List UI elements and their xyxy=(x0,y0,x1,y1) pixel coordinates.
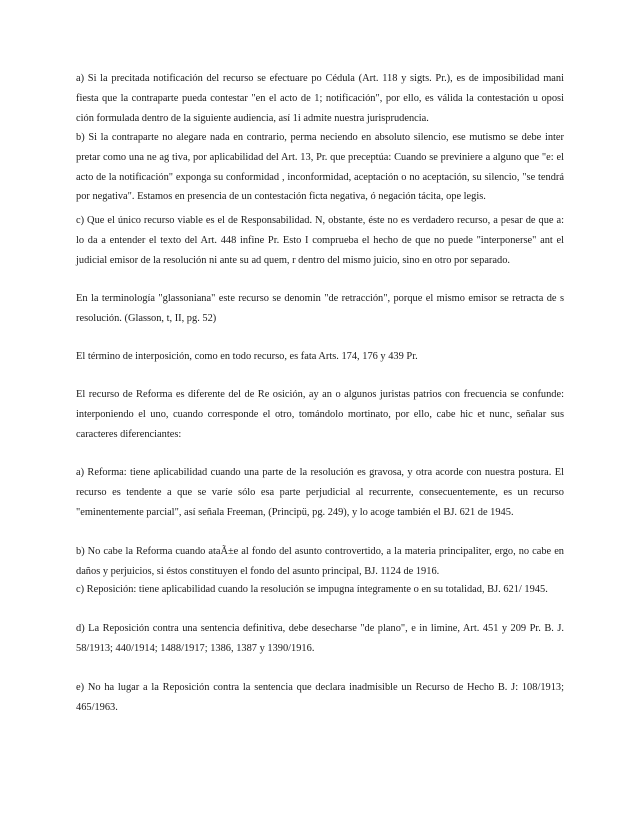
paragraph-c-responsabilidad: c) Que el único recurso viable es el de Responsabilidad. N, obstante, éste no es verdadero recurso, a pesar de que a: lo da a entender el texto del Art. 448 infine Pr. Esto I comprueba el hecho de que no puede "interponerse" ant el judicial emisor de la resolución ni ante su ad quem, r dentro del mismo juicio, sino en otro por separado. xyxy=(76,215,564,266)
paragraph-a-notificacion: a) Si la precitada notificación del recurso se efectuare po Cédula (Art. 118 y sigts. Pr.), es de imposibilidad mani fiesta que la contraparte pueda contestar "en el acto de 1; notificación", por ello, es válida la contestación u oposi ción formulada dentro de la siguiente audiencia, así 1i admite nuestra jurisprudencia. xyxy=(76,73,564,124)
paragraph-d-reposicion-definitiva: d) La Reposición contra una sentencia definitiva, debe desecharse "de plano", e in limine, Art. 451 y 209 Pr. B. J. 58/1913; 440/1914; 1488/1917; 1386, 1387 y 1390/1916. xyxy=(76,623,564,654)
paragraph-a-reforma: a) Reforma: tiene aplicabilidad cuando una parte de la resolución es gravosa, y otra acorde con nuestra postura. El recurso es tendente a que se varíe sólo esa parte perjudicial al recurrente, consecuentemente, es un recurso "eminentemente parcial", así señala Freeman, (Principü, pg. 249), y lo acoge también el BJ. 621 de 1945. xyxy=(76,467,564,518)
paragraph-c-reposicion: c) Reposición: tiene aplicabilidad cuando la resolución se impugna íntegramente o en su totalidad, BJ. 621/ 1945. xyxy=(76,584,548,595)
paragraph-termino-interposicion: El término de interposición, como en todo recurso, es fata Arts. 174, 176 y 439 Pr. xyxy=(76,351,418,362)
paragraph-e-no-ha-lugar: e) No ha lugar a la Reposición contra la sentencia que declara inadmisible un Recurso de Hecho B. J: 108/1913; 465/1963. xyxy=(76,682,564,713)
paragraph-b-no-cabe-reforma: b) No cabe la Reforma cuando ataÃ±e al fondo del asunto controvertido, a la materia principaliter, ergo, no cabe en daños y perjuicios, si éstos constituyen el fondo del asunto principal, BJ. 1124 de 1916. xyxy=(76,546,564,577)
paragraph-b-silencio: b) Si la contraparte no alegare nada en contrario, perma neciendo en absoluto silencio, ese mutismo se debe inter pretar como una ne ag tiva, por aplicabilidad del Art. 13, Pr. que preceptúa: Cuando se previniere a alguno que "e: el acto de la notificación" exponga su conformidad , inconformidad, aceptación o no aceptación, su silencio, "se tendrá por negativa". Estamos en presencia de un contestación ficta negativa, ó negación tácita, ope legis. xyxy=(76,132,564,203)
paragraph-reforma-reposicion: El recurso de Reforma es diferente del de Re osición, ay an o algunos juristas patrios con frecuencia se confunde: interponiendo el uno, cuando corresponde el otro, tomándolo mortinato, por ello, cabe hic et nunc, señalar sus caracteres diferenciantes: xyxy=(76,389,564,440)
paragraph-terminologia: En la terminología "glassoniana" este recurso se denomin "de retracción", porque el mismo emisor se retracta de s resolución. (Glasson, t, II, pg. 52) xyxy=(76,293,564,324)
